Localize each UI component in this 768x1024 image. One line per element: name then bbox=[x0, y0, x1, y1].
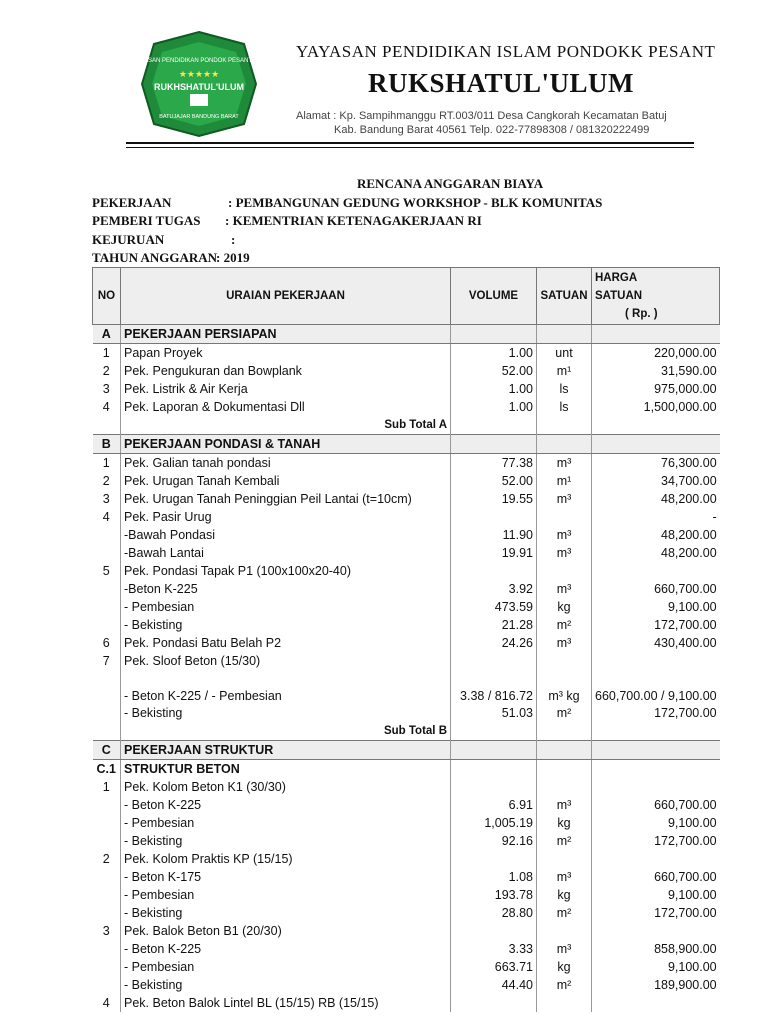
table-row bbox=[93, 832, 720, 850]
cell-no bbox=[93, 616, 121, 634]
cell-volume: 1.00 bbox=[451, 380, 537, 398]
cell-unit: m³ kg bbox=[537, 670, 592, 704]
cell-no: 4 bbox=[102, 510, 110, 524]
cell-price: 34,700.00 bbox=[592, 472, 720, 490]
cell-unit: m² bbox=[537, 832, 592, 850]
meta-kejuruan bbox=[92, 232, 236, 248]
cell-volume: 3.38 / 816.72 bbox=[451, 670, 537, 704]
cell-description: Pek. Pengukuran dan Bowplank bbox=[121, 362, 451, 380]
header-divider bbox=[126, 142, 694, 144]
cell-description: - Beton K-225 bbox=[121, 796, 451, 814]
cell-description: Pek. Balok Beton B1 (20/30) bbox=[121, 922, 451, 940]
cell-unit: m³ bbox=[537, 634, 592, 652]
cell-price: 858,900.00 bbox=[592, 940, 720, 958]
cell-no: 1 bbox=[102, 346, 110, 360]
cell-price bbox=[592, 652, 720, 670]
table-row bbox=[93, 958, 720, 976]
cell-description: Papan Proyek bbox=[121, 344, 451, 363]
cell-unit: kg bbox=[537, 958, 592, 976]
cell-description: Pek. Pasir Urug bbox=[121, 508, 451, 526]
header-divider-thin bbox=[126, 147, 694, 148]
foundation-logo bbox=[133, 30, 265, 138]
cell-no bbox=[93, 580, 121, 598]
cell-price: 172,700.00 bbox=[592, 832, 720, 850]
cell-volume: 3.33 bbox=[451, 940, 537, 958]
cell-volume: 24.26 bbox=[451, 634, 537, 652]
cell-price bbox=[592, 416, 720, 435]
cell-unit: m³ bbox=[537, 868, 592, 886]
cell-price: 76,300.00 bbox=[592, 454, 720, 473]
cell-price: 9,100.00 bbox=[592, 886, 720, 904]
cell-price: 430,400.00 bbox=[592, 634, 720, 652]
table-row bbox=[93, 814, 720, 832]
cell-no bbox=[93, 832, 121, 850]
meta-value: : 2019 bbox=[216, 250, 250, 265]
cell-no: 3 bbox=[102, 924, 110, 938]
cell-volume: 28.80 bbox=[451, 904, 537, 922]
meta-value: : PEMBANGUNAN GEDUNG WORKSHOP - BLK KOMUNITAS bbox=[228, 195, 603, 210]
table-row bbox=[93, 940, 720, 958]
cell-no: 2 bbox=[102, 364, 110, 378]
cell-volume: 92.16 bbox=[451, 832, 537, 850]
meta-value: : bbox=[231, 232, 236, 247]
org-name: RUKSHATUL'ULUM bbox=[368, 68, 635, 98]
table-row bbox=[93, 472, 720, 490]
logo-name: RUKHSHATUL'ULUM bbox=[154, 82, 244, 92]
cell-no bbox=[93, 940, 121, 958]
cell-description: Pek. Kolom Praktis KP (15/15) bbox=[121, 850, 451, 868]
cell-volume: 1.08 bbox=[451, 868, 537, 886]
cell-unit: m² bbox=[537, 904, 592, 922]
address-line-2: Kab. Bandung Barat 40561 Telp. 022-77898308 / 081320222499 bbox=[334, 124, 650, 136]
cell-price bbox=[592, 722, 720, 741]
cell-description: Pek. Galian tanah pondasi bbox=[121, 454, 451, 473]
cell-description: - Pembesian bbox=[121, 886, 451, 904]
table-row bbox=[93, 344, 720, 363]
cell-price: 172,700.00 bbox=[592, 616, 720, 634]
cell-price: 48,200.00 bbox=[592, 526, 720, 544]
table-row bbox=[93, 616, 720, 634]
cell-no: B bbox=[93, 435, 121, 454]
cell-volume: 473.59 bbox=[451, 598, 537, 616]
cell-description: Pek. Laporan & Dokumentasi Dll bbox=[121, 398, 451, 416]
cell-description: - Beton K-225 / - Pembesian bbox=[121, 670, 451, 704]
meta-value: : KEMENTRIAN KETENAGAKERJAAN RI bbox=[225, 213, 482, 228]
table-row bbox=[93, 416, 720, 435]
cell-unit: kg bbox=[537, 886, 592, 904]
cell-price: 975,000.00 bbox=[592, 380, 720, 398]
table-row bbox=[93, 796, 720, 814]
cell-price: - bbox=[592, 508, 720, 526]
cell-unit bbox=[537, 325, 592, 344]
cell-description: - Beton K-225 bbox=[121, 940, 451, 958]
table-row bbox=[93, 526, 720, 544]
cell-unit bbox=[537, 416, 592, 435]
table-row bbox=[93, 490, 720, 508]
cell-description: Pek. Pondasi Tapak P1 (100x100x20-40) bbox=[121, 562, 451, 580]
cell-description: STRUKTUR BETON bbox=[121, 760, 451, 779]
book-icon bbox=[190, 94, 208, 106]
cell-price bbox=[592, 994, 720, 1012]
cell-price: 172,700.00 bbox=[592, 904, 720, 922]
cell-volume: 11.90 bbox=[451, 526, 537, 544]
cell-volume: 52.00 bbox=[451, 362, 537, 380]
cell-volume: 51.03 bbox=[451, 704, 537, 722]
cell-unit: m² bbox=[537, 704, 592, 722]
col-no: NO bbox=[93, 268, 121, 325]
cell-volume bbox=[451, 994, 537, 1012]
cell-no: 2 bbox=[102, 474, 110, 488]
cell-unit: m¹ bbox=[537, 362, 592, 380]
cell-price: 48,200.00 bbox=[592, 490, 720, 508]
cell-description: - Pembesian bbox=[121, 814, 451, 832]
cell-price: 660,700.00 bbox=[592, 868, 720, 886]
logo-bottom-text: BATUJAJAR BANDUNG BARAT bbox=[159, 114, 239, 120]
meta-pekerjaan bbox=[92, 195, 603, 211]
cell-price: 660,700.00 bbox=[592, 580, 720, 598]
cell-unit bbox=[537, 652, 592, 670]
table-row bbox=[93, 544, 720, 562]
cell-price: 660,700.00 bbox=[592, 796, 720, 814]
cell-description: - Bekisting bbox=[121, 704, 451, 722]
cell-volume bbox=[451, 435, 537, 454]
cell-volume: 19.91 bbox=[451, 544, 537, 562]
table-row bbox=[93, 634, 720, 652]
col-price-line2: SATUAN bbox=[595, 290, 643, 302]
cell-price: 220,000.00 bbox=[592, 344, 720, 363]
table-row bbox=[93, 652, 720, 670]
cell-description: Pek. Pondasi Batu Belah P2 bbox=[121, 634, 451, 652]
cell-no bbox=[93, 526, 121, 544]
cell-no: A bbox=[93, 325, 121, 344]
cell-unit bbox=[537, 850, 592, 868]
cell-no: 3 bbox=[102, 382, 110, 396]
logo-stars: ★★★★★ bbox=[178, 70, 220, 80]
cell-volume bbox=[451, 922, 537, 940]
cell-description: -Bawah Lantai bbox=[121, 544, 451, 562]
cell-description: - Pembesian bbox=[121, 598, 451, 616]
meta-label: KEJURUAN bbox=[92, 232, 165, 247]
table-row bbox=[93, 868, 720, 886]
cell-volume bbox=[451, 562, 537, 580]
cell-no: 5 bbox=[102, 564, 110, 578]
cell-no: C.1 bbox=[96, 762, 116, 776]
cell-volume bbox=[451, 722, 537, 741]
cell-price bbox=[592, 922, 720, 940]
cell-description: Pek. Urugan Tanah Peninggian Peil Lantai (t=10cm) bbox=[121, 490, 451, 508]
table-row bbox=[93, 580, 720, 598]
meta-label: TAHUN ANGGARAN bbox=[92, 250, 218, 265]
cell-volume: 1.00 bbox=[451, 398, 537, 416]
table-row bbox=[93, 562, 720, 580]
cell-volume: 3.92 bbox=[451, 580, 537, 598]
cell-unit: m¹ bbox=[537, 472, 592, 490]
cell-unit bbox=[537, 741, 592, 760]
table-row bbox=[93, 850, 720, 868]
cell-description: PEKERJAAN STRUKTUR bbox=[121, 741, 451, 760]
cell-volume: 52.00 bbox=[451, 472, 537, 490]
cell-volume: 21.28 bbox=[451, 616, 537, 634]
cell-description: Sub Total B bbox=[121, 722, 451, 741]
col-volume: VOLUME bbox=[451, 268, 537, 325]
cell-no bbox=[93, 958, 121, 976]
meta-label: PEMBERI TUGAS bbox=[92, 213, 201, 228]
org-line: YAYASAN PENDIDIKAN ISLAM PONDOKK PESANT bbox=[296, 42, 716, 61]
table-row bbox=[93, 976, 720, 994]
table-row bbox=[93, 362, 720, 380]
cell-price: 31,590.00 bbox=[592, 362, 720, 380]
table-row bbox=[93, 741, 720, 760]
table-row bbox=[93, 435, 720, 454]
meta-label: PEKERJAAN bbox=[92, 195, 172, 210]
table-row bbox=[93, 994, 720, 1012]
cell-description: - Beton K-175 bbox=[121, 868, 451, 886]
table-row bbox=[93, 398, 720, 416]
cell-description: -Beton K-225 bbox=[121, 580, 451, 598]
cell-description: - Bekisting bbox=[121, 616, 451, 634]
cell-unit: m³ bbox=[537, 580, 592, 598]
cell-volume bbox=[451, 741, 537, 760]
meta-tahun-anggaran bbox=[92, 250, 250, 266]
cell-volume bbox=[451, 778, 537, 796]
cell-description: -Bawah Pondasi bbox=[121, 526, 451, 544]
cell-no bbox=[93, 704, 121, 722]
cell-price bbox=[592, 850, 720, 868]
table-row bbox=[93, 598, 720, 616]
col-desc: URAIAN PEKERJAAN bbox=[121, 268, 451, 325]
cell-no: 2 bbox=[102, 852, 110, 866]
cell-volume: 1,005.19 bbox=[451, 814, 537, 832]
cell-no bbox=[93, 722, 121, 741]
cell-price: 172,700.00 bbox=[592, 704, 720, 722]
cell-volume: 6.91 bbox=[451, 796, 537, 814]
cell-description: - Pembesian bbox=[121, 958, 451, 976]
cell-price: 9,100.00 bbox=[592, 958, 720, 976]
cell-unit bbox=[537, 562, 592, 580]
cell-unit bbox=[537, 508, 592, 526]
cell-description: Pek. Kolom Beton K1 (30/30) bbox=[121, 778, 451, 796]
cell-no: 1 bbox=[102, 456, 110, 470]
table-row bbox=[93, 380, 720, 398]
cell-no bbox=[93, 416, 121, 435]
table-row bbox=[93, 704, 720, 722]
cell-no bbox=[93, 886, 121, 904]
cell-unit: m³ bbox=[537, 454, 592, 473]
cell-volume bbox=[451, 850, 537, 868]
cell-unit bbox=[537, 778, 592, 796]
cell-no bbox=[93, 904, 121, 922]
cell-unit: m³ bbox=[537, 796, 592, 814]
cell-price bbox=[592, 778, 720, 796]
cell-unit: m³ bbox=[537, 490, 592, 508]
cell-no: 1 bbox=[102, 780, 110, 794]
table-row bbox=[93, 508, 720, 526]
cell-volume: 77.38 bbox=[451, 454, 537, 473]
cell-description: Pek. Sloof Beton (15/30) bbox=[121, 652, 451, 670]
cell-price: 9,100.00 bbox=[592, 814, 720, 832]
table-row bbox=[93, 760, 720, 779]
table-row bbox=[93, 325, 720, 344]
address-line-1: Alamat : Kp. Sampihmanggu RT.003/011 Desa Cangkorah Kecamatan Batuj bbox=[296, 110, 667, 122]
cell-unit: m³ bbox=[537, 940, 592, 958]
cell-no bbox=[93, 868, 121, 886]
table-row bbox=[93, 886, 720, 904]
cell-no bbox=[93, 814, 121, 832]
cell-no bbox=[93, 670, 121, 704]
cell-no: 6 bbox=[102, 636, 110, 650]
cell-price bbox=[592, 325, 720, 344]
col-price-line3: ( Rp. ) bbox=[625, 308, 658, 320]
table-row bbox=[93, 722, 720, 741]
cell-no: 3 bbox=[102, 492, 110, 506]
table-header bbox=[93, 268, 720, 325]
cell-volume bbox=[451, 652, 537, 670]
cell-no bbox=[93, 796, 121, 814]
cell-description: Pek. Urugan Tanah Kembali bbox=[121, 472, 451, 490]
cell-price: 48,200.00 bbox=[592, 544, 720, 562]
budget-table bbox=[92, 267, 720, 1012]
cell-price bbox=[592, 741, 720, 760]
table-row bbox=[93, 922, 720, 940]
col-price bbox=[592, 268, 720, 325]
cell-unit bbox=[537, 722, 592, 741]
cell-volume bbox=[451, 325, 537, 344]
cell-unit: ls bbox=[537, 398, 592, 416]
meta-pemberi-tugas bbox=[92, 213, 482, 229]
cell-description: Sub Total A bbox=[121, 416, 451, 435]
cell-price: 9,100.00 bbox=[592, 598, 720, 616]
cell-price bbox=[592, 760, 720, 779]
cell-price bbox=[592, 435, 720, 454]
cell-volume: 44.40 bbox=[451, 976, 537, 994]
cell-unit: m³ bbox=[537, 526, 592, 544]
cell-volume bbox=[451, 416, 537, 435]
cell-description: - Bekisting bbox=[121, 904, 451, 922]
cell-volume: 19.55 bbox=[451, 490, 537, 508]
cell-volume bbox=[451, 508, 537, 526]
cell-description: PEKERJAAN PONDASI & TANAH bbox=[121, 435, 451, 454]
cell-unit: m² bbox=[537, 616, 592, 634]
cell-unit bbox=[537, 760, 592, 779]
cell-price: 1,500,000.00 bbox=[592, 398, 720, 416]
cell-unit bbox=[537, 922, 592, 940]
table-row bbox=[93, 454, 720, 473]
cell-unit: kg bbox=[537, 814, 592, 832]
cell-price: 660,700.00 / 9,100.00 bbox=[592, 670, 720, 704]
cell-volume: 193.78 bbox=[451, 886, 537, 904]
col-price-line1: HARGA bbox=[595, 272, 638, 284]
cell-no: 7 bbox=[102, 654, 110, 668]
cell-no bbox=[93, 976, 121, 994]
cell-volume: 1.00 bbox=[451, 344, 537, 363]
cell-price: 189,900.00 bbox=[592, 976, 720, 994]
cell-volume bbox=[451, 760, 537, 779]
cell-volume: 663.71 bbox=[451, 958, 537, 976]
cell-description: PEKERJAAN PERSIAPAN bbox=[121, 325, 451, 344]
cell-no bbox=[93, 544, 121, 562]
col-unit: SATUAN bbox=[537, 268, 592, 325]
cell-no bbox=[93, 598, 121, 616]
cell-description: Pek. Beton Balok Lintel BL (15/15) RB (15/15) bbox=[121, 994, 451, 1012]
cell-no: 4 bbox=[102, 996, 110, 1010]
cell-description: - Bekisting bbox=[121, 976, 451, 994]
cell-no: C bbox=[93, 741, 121, 760]
table-row bbox=[93, 670, 720, 704]
cell-unit bbox=[537, 994, 592, 1012]
cell-no: 4 bbox=[102, 400, 110, 414]
cell-unit: ls bbox=[537, 380, 592, 398]
cell-unit: m² bbox=[537, 976, 592, 994]
cell-unit bbox=[537, 435, 592, 454]
cell-description: - Bekisting bbox=[121, 832, 451, 850]
table-row bbox=[93, 778, 720, 796]
cell-unit: kg bbox=[537, 598, 592, 616]
logo-top-text: YAYASAN PENDIDIKAN PONDOK PESANTREN bbox=[133, 58, 265, 64]
cell-price bbox=[592, 562, 720, 580]
cell-unit: m³ bbox=[537, 544, 592, 562]
table-row bbox=[93, 904, 720, 922]
cell-description: Pek. Listrik & Air Kerja bbox=[121, 380, 451, 398]
document-title: RENCANA ANGGARAN BIAYA bbox=[357, 176, 544, 191]
cell-unit: unt bbox=[537, 344, 592, 363]
